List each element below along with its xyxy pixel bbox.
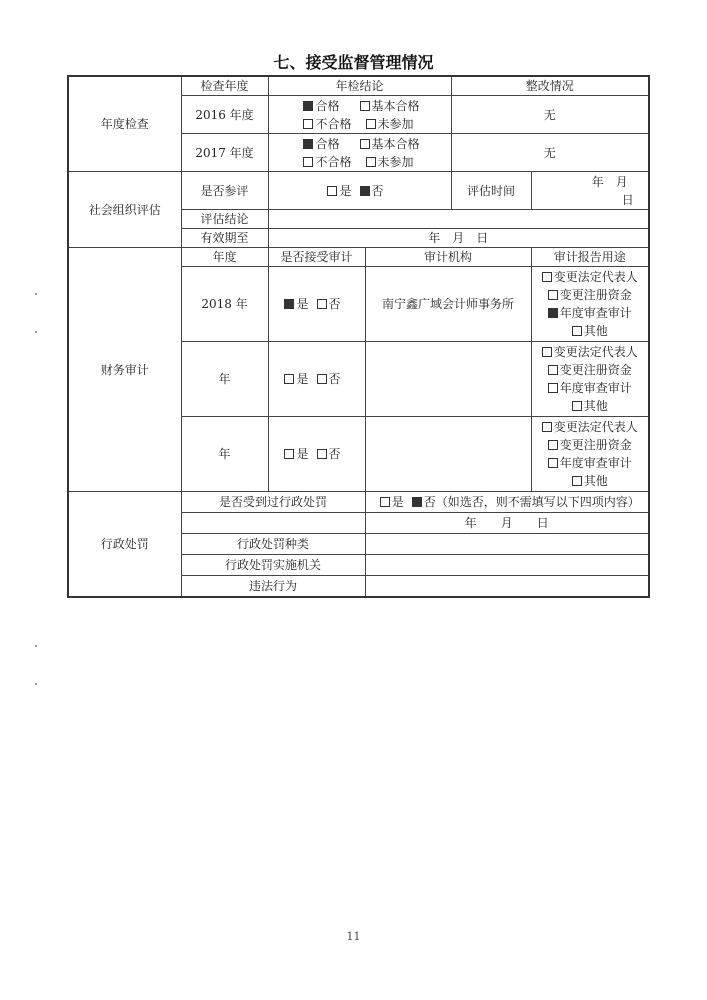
annual-year: 2017 年度 (181, 134, 268, 172)
audit-accept (268, 267, 365, 342)
penalty-act-label: 违法行为 (181, 576, 365, 597)
penalty-label: 行政处罚 (68, 492, 181, 597)
penalty-act-value[interactable] (365, 576, 649, 597)
checkbox[interactable] (327, 186, 337, 196)
option-label: 否 (371, 183, 384, 198)
checkbox[interactable] (366, 157, 376, 167)
assess-valid-date: 年 月 日 (268, 229, 649, 248)
annual-head-row (68, 76, 649, 96)
option-label: 变更法定代表人 (553, 420, 638, 434)
checkbox[interactable] (548, 290, 558, 300)
checkbox[interactable] (284, 449, 294, 459)
option-label: 合格 (315, 136, 340, 151)
checkbox[interactable] (548, 383, 558, 393)
audit-use-options (531, 342, 649, 417)
checkbox[interactable] (542, 272, 552, 282)
annual-result-options (268, 96, 451, 134)
option-label: 否 (328, 297, 341, 311)
penalty-org-label: 行政处罚实施机关 (181, 555, 365, 576)
audit-year: 2018 年 (181, 267, 268, 342)
assess-participate-options (268, 172, 451, 210)
option-label: 变更法定代表人 (553, 345, 638, 359)
annual-fix: 无 (451, 96, 649, 134)
option-label: 是 (339, 183, 352, 198)
checkbox[interactable] (572, 476, 582, 486)
audit-accept (268, 417, 365, 492)
option-label: 变更注册资金 (559, 288, 632, 302)
penalty-kind-label: 行政处罚种类 (181, 534, 365, 555)
audit-year: 年 (181, 417, 268, 492)
checkbox[interactable] (366, 119, 376, 129)
annual-head-result: 年检结论 (268, 76, 451, 96)
assess-conclusion-value[interactable] (268, 210, 649, 229)
option-label: 是 (296, 447, 309, 461)
penalty-options (365, 492, 649, 513)
checkbox[interactable] (303, 101, 313, 111)
audit-label: 财务审计 (68, 248, 181, 492)
option-label: 是 (391, 495, 404, 509)
audit-accept (268, 342, 365, 417)
checkbox[interactable] (572, 326, 582, 336)
audit-head-org: 审计机构 (365, 248, 531, 267)
annual-year: 2016 年度 (181, 96, 268, 134)
checkbox[interactable] (380, 497, 390, 507)
date-d: 日 (621, 192, 634, 207)
checkbox[interactable] (548, 440, 558, 450)
checkbox[interactable] (412, 497, 422, 507)
checkbox[interactable] (542, 347, 552, 357)
scan-mark (35, 645, 37, 647)
assess-time-label: 评估时间 (451, 172, 531, 210)
audit-year: 年 (181, 342, 268, 417)
option-label: 未参加 (377, 116, 414, 131)
annual-head-fix: 整改情况 (451, 76, 649, 96)
option-label: 否 (328, 372, 341, 386)
option-label: 不合格 (315, 116, 352, 131)
option-label: 基本合格 (371, 136, 420, 151)
assess-valid-label: 有效期至 (181, 229, 268, 248)
checkbox[interactable] (317, 299, 327, 309)
penalty-row (68, 492, 649, 513)
option-label: 否 (423, 495, 436, 509)
page-number: 11 (346, 930, 361, 943)
option-label: 变更注册资金 (559, 363, 632, 377)
option-label: 是 (296, 297, 309, 311)
option-label: 基本合格 (371, 98, 420, 113)
scan-mark (35, 683, 37, 685)
audit-use-options (531, 267, 649, 342)
penalty-org-value[interactable] (365, 555, 649, 576)
audit-org[interactable] (365, 342, 531, 417)
penalty-date-label (181, 513, 365, 534)
option-label: 年度审查审计 (559, 306, 632, 320)
assess-participate-label: 是否参评 (181, 172, 268, 210)
annual-head-year: 检查年度 (181, 76, 268, 96)
scan-mark (35, 293, 37, 295)
option-label: 其他 (583, 324, 608, 338)
checkbox[interactable] (360, 186, 370, 196)
option-label: 其他 (583, 474, 608, 488)
checkbox[interactable] (303, 157, 313, 167)
checkbox[interactable] (303, 119, 313, 129)
penalty-note: （如选否，则不需填写以下四项内容） (435, 495, 640, 509)
checkbox[interactable] (284, 299, 294, 309)
checkbox[interactable] (317, 374, 327, 384)
checkbox[interactable] (284, 374, 294, 384)
annual-label: 年度检查 (68, 76, 181, 172)
checkbox[interactable] (548, 365, 558, 375)
checkbox[interactable] (548, 458, 558, 468)
checkbox[interactable] (548, 308, 558, 318)
scan-mark (35, 331, 37, 333)
annual-result-options (268, 134, 451, 172)
checkbox[interactable] (360, 139, 370, 149)
audit-head-accept: 是否接受审计 (268, 248, 365, 267)
option-label: 变更注册资金 (559, 438, 632, 452)
page-title: 七、接受监督管理情况 (273, 53, 434, 72)
checkbox[interactable] (317, 449, 327, 459)
option-label: 其他 (583, 399, 608, 413)
penalty-kind-value[interactable] (365, 534, 649, 555)
annual-fix: 无 (451, 134, 649, 172)
assess-conclusion-label: 评估结论 (181, 210, 268, 229)
checkbox[interactable] (303, 139, 313, 149)
option-label: 否 (328, 447, 341, 461)
audit-use-options (531, 417, 649, 492)
penalty-question: 是否受到过行政处罚 (181, 492, 365, 513)
audit-org[interactable] (365, 417, 531, 492)
date-ym: 年 月 (591, 174, 628, 189)
audit-head-year: 年度 (181, 248, 268, 267)
option-label: 合格 (315, 98, 340, 113)
audit-head-use: 审计报告用途 (531, 248, 649, 267)
option-label: 年度审查审计 (559, 456, 632, 470)
supervision-table (67, 75, 650, 598)
option-label: 年度审查审计 (559, 381, 632, 395)
checkbox[interactable] (572, 401, 582, 411)
checkbox[interactable] (542, 422, 552, 432)
checkbox[interactable] (360, 101, 370, 111)
assess-row (68, 172, 649, 210)
audit-head-row (68, 248, 649, 267)
option-label: 不合格 (315, 154, 352, 169)
option-label: 未参加 (377, 154, 414, 169)
option-label: 是 (296, 372, 309, 386)
audit-org: 南宁鑫广域会计师事务所 (365, 267, 531, 342)
penalty-date: 年 月 日 (365, 513, 649, 534)
assess-label: 社会组织评估 (68, 172, 181, 248)
assess-time-value (531, 172, 649, 210)
option-label: 变更法定代表人 (553, 270, 638, 284)
